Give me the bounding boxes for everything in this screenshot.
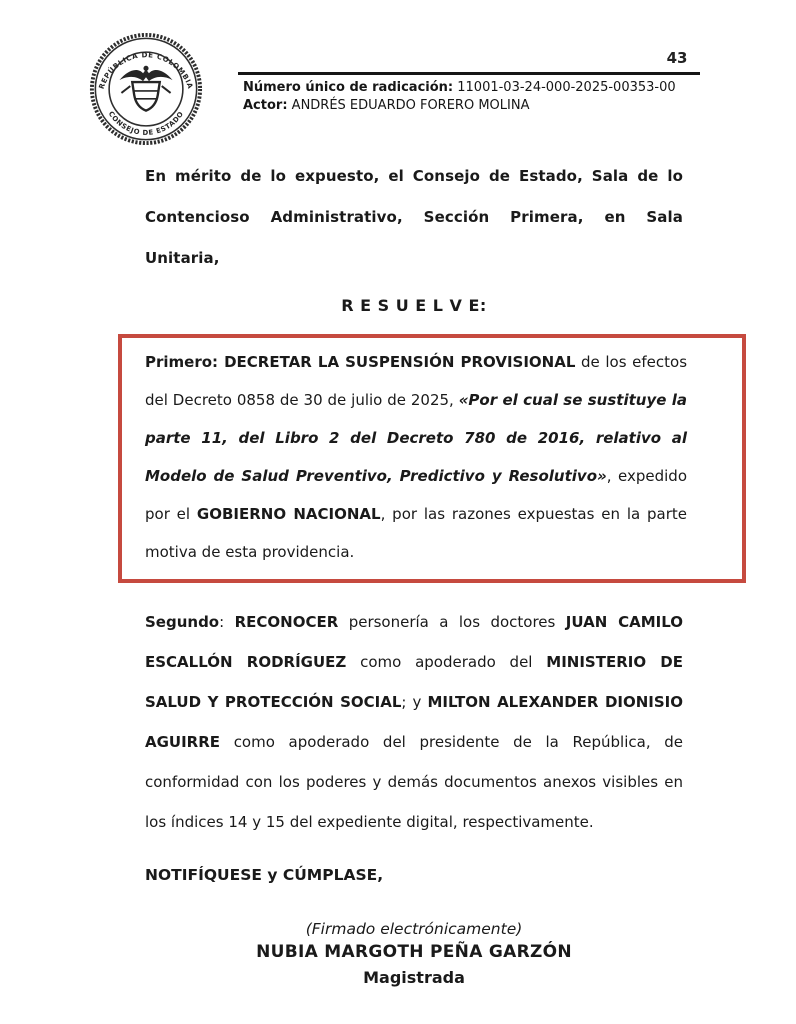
text-segment: Primero: DECRETAR LA SUSPENSIÓN PROVISIONAL <box>145 353 576 371</box>
actor-label: Actor: <box>243 97 288 113</box>
signature-title: Magistrada <box>363 968 465 987</box>
text-segment: MINISTERIO DE SALUD Y PROTECCIÓN SOCIAL <box>145 653 684 711</box>
actor-value: ANDRÉS EDUARDO FORERO MOLINA <box>291 97 530 113</box>
text-segment: «Por el cual se sustituye la parte 11, del Libro 2 del Decreto 780 de 2016, relativo al Modelo de Salud Preventivo, Predictivo y Resolutivo» <box>145 391 687 485</box>
highlight-box <box>118 334 746 583</box>
page-number: 43 <box>666 49 688 67</box>
signature-name: NUBIA MARGOTH PEÑA GARZÓN <box>256 942 572 962</box>
text-segment: , expedido por el <box>145 467 687 523</box>
signature-note: (Firmado electrónicamente) <box>305 920 523 938</box>
text-segment: como apoderado del <box>346 653 547 671</box>
text-segment: personería a los doctores <box>338 613 566 631</box>
intro-paragraph: En mérito de lo expuesto, el Consejo de Estado, Sala de lo Contencioso Administrativo, Sección Primera, en Sala Unitaria, <box>145 167 683 267</box>
segundo-paragraph <box>145 602 683 842</box>
text-segment: RECONOCER <box>234 613 339 631</box>
resolve-heading: R E S U E L V E: <box>341 296 487 315</box>
text-segment: JUAN CAMILO ESCALLÓN RODRÍGUEZ <box>145 613 684 671</box>
text-segment: Segundo <box>145 613 220 631</box>
text-segment: , por las razones expuestas en la parte motiva de esta providencia. <box>145 505 687 561</box>
text-segment: MILTON ALEXANDER DIONISIO AGUIRRE <box>145 693 684 751</box>
seal-top-text: REPÚBLICA DE COLOMBIA <box>96 50 196 91</box>
text-segment: ; y <box>401 693 428 711</box>
radicacion-value: 11001-03-24-000-2025-00353-00 <box>457 80 676 95</box>
text-segment: : <box>219 613 235 631</box>
text-segment: de los efectos del Decreto 0858 de 30 de julio de 2025, <box>145 353 688 409</box>
primero-paragraph <box>145 343 687 571</box>
seal-bottom-text: CONSEJO DE ESTADO <box>106 109 186 137</box>
signature-block <box>145 919 683 990</box>
radicacion-label: Número único de radicación: <box>243 80 454 95</box>
text-segment: GOBIERNO NACIONAL <box>196 505 381 523</box>
closing-line: NOTIFÍQUESE y CÚMPLASE, <box>145 866 384 884</box>
document-body <box>145 0 688 990</box>
text-segment: como apoderado del presidente de la República, de conformidad con los poderes y demás documentos anexos visibles en los índices 14 y 15 del expediente digital, respectivamente. <box>145 733 683 831</box>
